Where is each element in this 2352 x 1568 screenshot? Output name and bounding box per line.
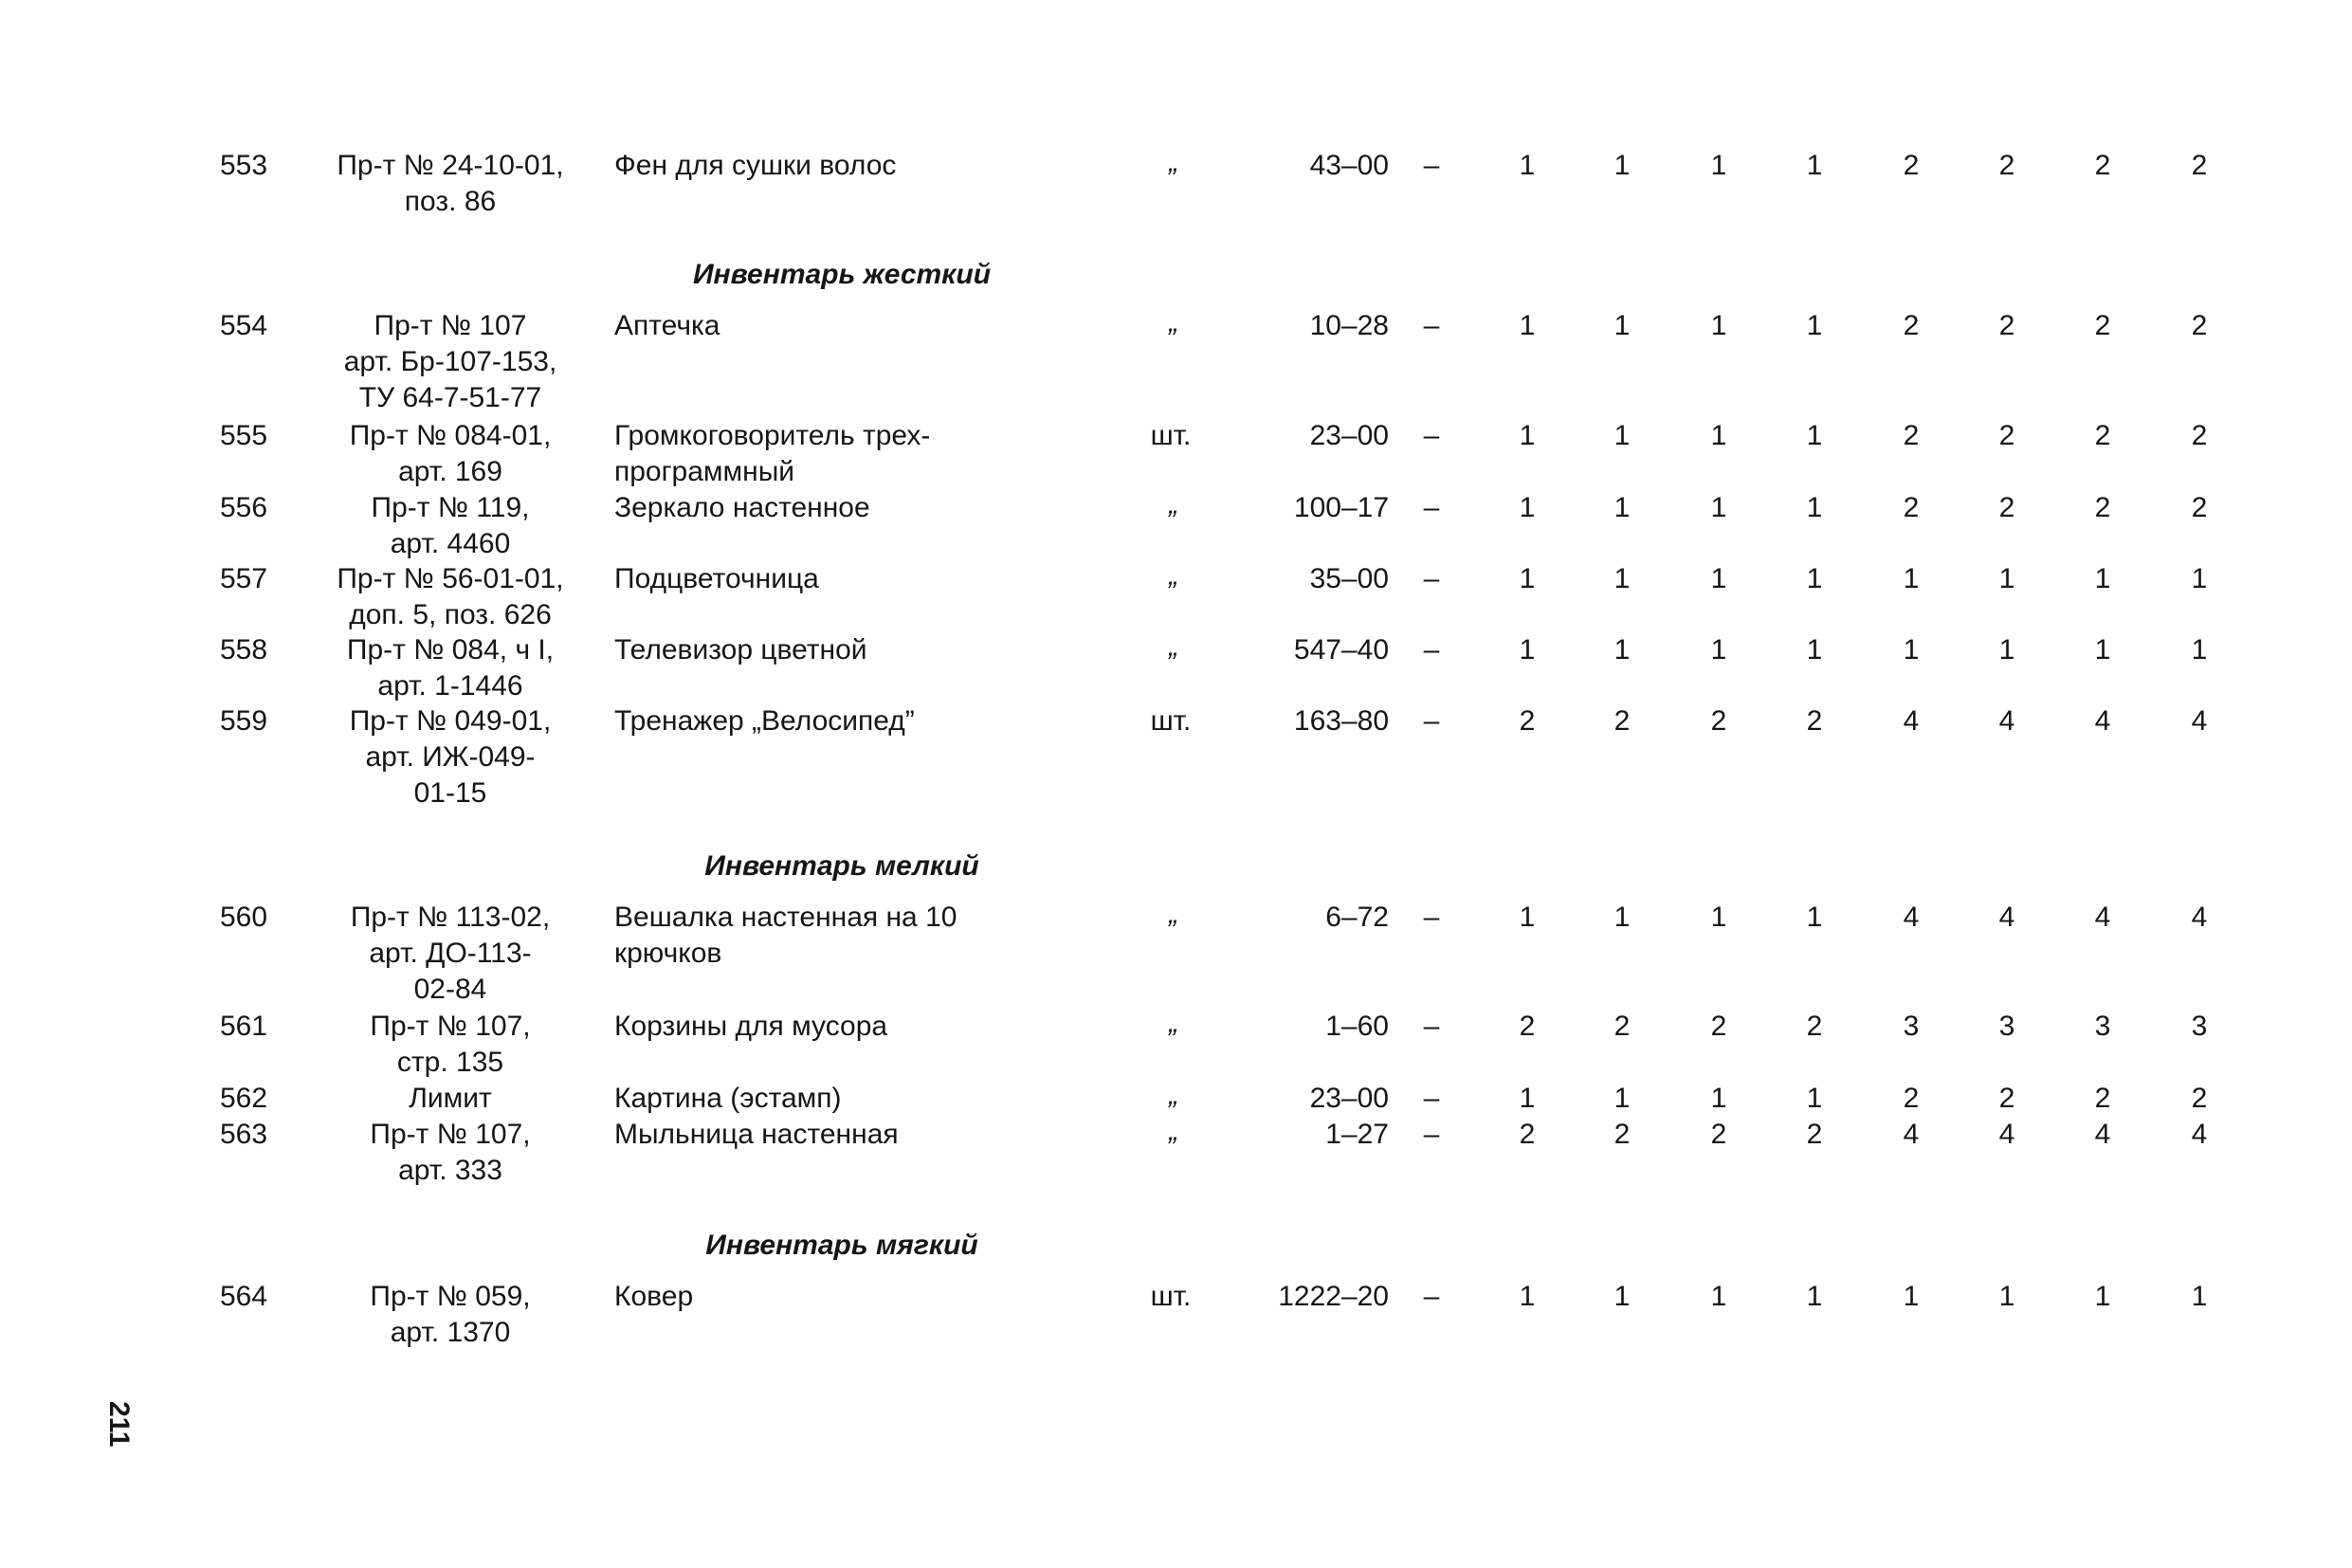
quantity-cell: 4 (1903, 902, 1920, 933)
section-title: Инвентарь мягкий (705, 1230, 978, 1261)
quantity-cell: 1 (1519, 902, 1536, 933)
item-price: 43–00 (1309, 150, 1389, 181)
item-name: Вешалка настенная на 10 крючков (614, 902, 957, 969)
item-reference (308, 1117, 593, 1189)
item-price: 163–80 (1293, 705, 1389, 737)
quantity-cell: 1 (1710, 563, 1727, 594)
quantity-cell: 1 (2191, 634, 2208, 665)
quantity-cell: 2 (1903, 492, 1920, 523)
quantity-cell: 4 (2094, 1119, 2111, 1150)
reference-line: Пр-т № 24-10-01, (337, 150, 564, 181)
quantity-cell: 4 (2094, 902, 2111, 933)
item-unit: ” (1166, 505, 1176, 537)
item-dash: – (1423, 492, 1440, 523)
reference-line: арт. 1-1446 (377, 670, 523, 702)
item-price: 23–00 (1309, 1083, 1389, 1114)
reference-line: доп. 5, поз. 626 (349, 599, 552, 630)
quantity-cell: 1 (1519, 1281, 1536, 1312)
quantity-cell: 1 (1806, 902, 1823, 933)
quantity-cell: 2 (1903, 150, 1920, 181)
item-reference (308, 308, 593, 416)
quantity-cell: 3 (1903, 1011, 1920, 1042)
quantity-cell: 2 (1710, 1011, 1727, 1042)
item-dash: – (1423, 634, 1440, 665)
item-name: Тренажер „Велосипед” (614, 705, 915, 737)
quantity-cell: 1 (1806, 1083, 1823, 1114)
quantity-cell: 1 (2094, 634, 2111, 665)
item-price: 23–00 (1309, 420, 1389, 451)
item-name: Картина (эстамп) (614, 1083, 842, 1114)
reference-line: ТУ 64-7-51-77 (358, 382, 542, 413)
item-unit: ” (1166, 915, 1176, 946)
item-price: 10–28 (1309, 310, 1389, 341)
quantity-cell: 1 (1710, 492, 1727, 523)
item-name: Мыльница настенная (614, 1119, 899, 1150)
item-dash: – (1423, 563, 1440, 594)
quantity-cell: 1 (2191, 1281, 2208, 1312)
quantity-cell: 1 (1998, 563, 2015, 594)
quantity-cell: 4 (2094, 705, 2111, 737)
reference-line: Пр-т № 113-02, (350, 902, 551, 933)
quantity-cell: 1 (1614, 1281, 1631, 1312)
item-unit: шт. (1150, 1281, 1192, 1312)
quantity-cell: 2 (1806, 705, 1823, 737)
item-dash: – (1423, 150, 1440, 181)
quantity-cell: 2 (1998, 310, 2015, 341)
item-reference (308, 632, 593, 704)
quantity-cell: 2 (1614, 1119, 1631, 1150)
quantity-cell: 1 (1710, 420, 1727, 451)
quantity-cell: 2 (1519, 1119, 1536, 1150)
section-title: Инвентарь жесткий (692, 259, 992, 290)
item-number: 556 (220, 492, 268, 523)
quantity-cell: 2 (2094, 1083, 2111, 1114)
quantity-cell: 2 (1614, 705, 1631, 737)
quantity-cell: 1 (1614, 563, 1631, 594)
quantity-cell: 1 (1710, 634, 1727, 665)
quantity-cell: 4 (1903, 1119, 1920, 1150)
quantity-cell: 1 (1519, 563, 1536, 594)
item-name: Корзины для мусора (614, 1011, 888, 1042)
item-name: Подцветочница (614, 563, 819, 594)
quantity-cell: 1 (1614, 902, 1631, 933)
quantity-cell: 4 (2191, 705, 2208, 737)
quantity-cell: 1 (1806, 492, 1823, 523)
quantity-cell: 1 (1806, 420, 1823, 451)
item-reference (308, 148, 593, 220)
quantity-cell: 4 (1903, 705, 1920, 737)
quantity-cell: 2 (2191, 420, 2208, 451)
quantity-cell: 1 (1998, 1281, 2015, 1312)
quantity-cell: 1 (1614, 310, 1631, 341)
quantity-cell: 1 (1710, 1083, 1727, 1114)
quantity-cell: 1 (1710, 310, 1727, 341)
quantity-cell: 2 (2094, 310, 2111, 341)
quantity-cell: 1 (1806, 310, 1823, 341)
item-dash: – (1423, 1083, 1440, 1114)
item-reference (308, 418, 593, 490)
item-name: Фен для сушки волос (614, 150, 897, 181)
reference-line: арт. ИЖ-049- (365, 741, 536, 773)
quantity-cell: 1 (2191, 563, 2208, 594)
quantity-cell: 2 (2094, 420, 2111, 451)
item-reference (308, 1081, 593, 1117)
item-dash: – (1423, 1281, 1440, 1312)
item-number: 561 (220, 1011, 268, 1042)
item-unit: ” (1166, 1024, 1176, 1055)
item-reference (308, 900, 593, 1008)
item-reference (308, 1009, 593, 1081)
quantity-cell: 1 (1614, 634, 1631, 665)
quantity-cell: 1 (1614, 1083, 1631, 1114)
item-name: Громкоговоритель трех-программный (614, 420, 931, 487)
item-number: 553 (220, 150, 268, 181)
quantity-cell: 1 (1519, 310, 1536, 341)
item-price: 1–60 (1325, 1011, 1389, 1042)
item-reference (308, 1279, 593, 1351)
reference-line: Пр-т № 107 (374, 310, 527, 341)
item-unit: ” (1166, 1096, 1176, 1127)
quantity-cell: 1 (1806, 634, 1823, 665)
quantity-cell: 2 (1710, 1119, 1727, 1150)
item-reference (308, 490, 593, 562)
item-unit: шт. (1150, 705, 1192, 737)
quantity-cell: 4 (2191, 902, 2208, 933)
quantity-cell: 1 (1519, 1083, 1536, 1114)
quantity-cell: 2 (1519, 1011, 1536, 1042)
quantity-cell: 1 (1710, 150, 1727, 181)
quantity-cell: 1 (1806, 563, 1823, 594)
quantity-cell: 2 (1998, 150, 2015, 181)
item-name: Зеркало настенное (614, 492, 870, 523)
quantity-cell: 1 (1614, 420, 1631, 451)
item-unit: ” (1166, 323, 1176, 355)
item-dash: – (1423, 310, 1440, 341)
quantity-cell: 2 (1998, 420, 2015, 451)
item-unit: ” (1166, 1132, 1176, 1163)
item-price: 35–00 (1309, 563, 1389, 594)
reference-line: Лимит (409, 1083, 492, 1114)
item-unit: ” (1166, 163, 1176, 194)
item-number: 563 (220, 1119, 268, 1150)
reference-line: Пр-т № 107, (370, 1119, 531, 1150)
item-dash: – (1423, 705, 1440, 737)
item-price: 100–17 (1293, 492, 1389, 523)
reference-line: Пр-т № 084-01, (349, 420, 552, 451)
quantity-cell: 1 (1519, 150, 1536, 181)
quantity-cell: 1 (1614, 492, 1631, 523)
reference-line: арт. Бр-107-153, (343, 346, 557, 377)
quantity-cell: 2 (1710, 705, 1727, 737)
quantity-cell: 2 (1998, 492, 2015, 523)
item-unit: шт. (1150, 420, 1192, 451)
item-name: Телевизор цветной (614, 634, 867, 665)
item-price: 547–40 (1293, 634, 1389, 665)
item-number: 562 (220, 1083, 268, 1114)
quantity-cell: 1 (1519, 634, 1536, 665)
quantity-cell: 1 (1806, 150, 1823, 181)
quantity-cell: 1 (1519, 420, 1536, 451)
item-unit: ” (1166, 576, 1176, 608)
quantity-cell: 1 (1710, 902, 1727, 933)
reference-line: поз. 86 (404, 186, 497, 217)
quantity-cell: 2 (1903, 1083, 1920, 1114)
reference-line: Пр-т № 119, (371, 492, 530, 523)
item-dash: – (1423, 420, 1440, 451)
quantity-cell: 2 (2191, 310, 2208, 341)
item-number: 564 (220, 1281, 268, 1312)
quantity-cell: 4 (2191, 1119, 2208, 1150)
quantity-cell: 2 (2094, 492, 2111, 523)
quantity-cell: 4 (1998, 705, 2015, 737)
item-price: 1–27 (1325, 1119, 1389, 1150)
quantity-cell: 4 (1998, 1119, 2015, 1150)
item-number: 560 (220, 902, 268, 933)
item-dash: – (1423, 902, 1440, 933)
item-dash: – (1423, 1011, 1440, 1042)
quantity-cell: 1 (1614, 150, 1631, 181)
quantity-cell: 2 (1806, 1011, 1823, 1042)
reference-line: арт. ДО-113- (369, 938, 532, 969)
item-dash: – (1423, 1119, 1440, 1150)
quantity-cell: 1 (2094, 563, 2111, 594)
item-number: 554 (220, 310, 268, 341)
item-reference (308, 561, 593, 633)
quantity-cell: 2 (1614, 1011, 1631, 1042)
item-number: 555 (220, 420, 268, 451)
quantity-cell: 2 (2191, 1083, 2208, 1114)
quantity-cell: 1 (1903, 563, 1920, 594)
reference-line: стр. 135 (396, 1047, 504, 1078)
item-number: 557 (220, 563, 268, 594)
quantity-cell: 2 (1903, 310, 1920, 341)
quantity-cell: 2 (2191, 492, 2208, 523)
quantity-cell: 2 (1519, 705, 1536, 737)
reference-line: Пр-т № 107, (370, 1011, 531, 1042)
reference-line: 01-15 (413, 777, 487, 809)
reference-line: Пр-т № 059, (370, 1281, 531, 1312)
quantity-cell: 3 (2191, 1011, 2208, 1042)
quantity-cell: 1 (1710, 1281, 1727, 1312)
reference-line: Пр-т № 56-01-01, (337, 563, 564, 594)
quantity-cell: 1 (1903, 1281, 1920, 1312)
quantity-cell: 2 (1998, 1083, 2015, 1114)
quantity-cell: 2 (1806, 1119, 1823, 1150)
quantity-cell: 2 (1903, 420, 1920, 451)
quantity-cell: 4 (1998, 902, 2015, 933)
item-name: Аптечка (614, 310, 720, 341)
quantity-cell: 1 (1998, 634, 2015, 665)
item-price: 1222–20 (1278, 1281, 1389, 1312)
item-unit: ” (1166, 647, 1176, 679)
section-title: Инвентарь мелкий (704, 850, 979, 882)
reference-line: Пр-т № 084, ч I, (346, 634, 555, 665)
reference-line: 02-84 (413, 974, 487, 1005)
item-reference (308, 703, 593, 811)
quantity-cell: 1 (1903, 634, 1920, 665)
reference-line: арт. 1370 (390, 1317, 511, 1348)
quantity-cell: 2 (2094, 150, 2111, 181)
item-name: Ковер (614, 1281, 694, 1312)
quantity-cell: 3 (2094, 1011, 2111, 1042)
quantity-cell: 2 (2191, 150, 2208, 181)
reference-line: Пр-т № 049-01, (349, 705, 552, 737)
quantity-cell: 1 (2094, 1281, 2111, 1312)
item-number: 559 (220, 705, 268, 737)
item-number: 558 (220, 634, 268, 665)
quantity-cell: 1 (1519, 492, 1536, 523)
reference-line: арт. 333 (398, 1155, 502, 1186)
quantity-cell: 3 (1998, 1011, 2015, 1042)
quantity-cell: 1 (1806, 1281, 1823, 1312)
reference-line: арт. 4460 (390, 528, 511, 559)
page-number: 211 (103, 1401, 135, 1448)
reference-line: арт. 169 (398, 456, 502, 487)
item-price: 6–72 (1325, 902, 1389, 933)
